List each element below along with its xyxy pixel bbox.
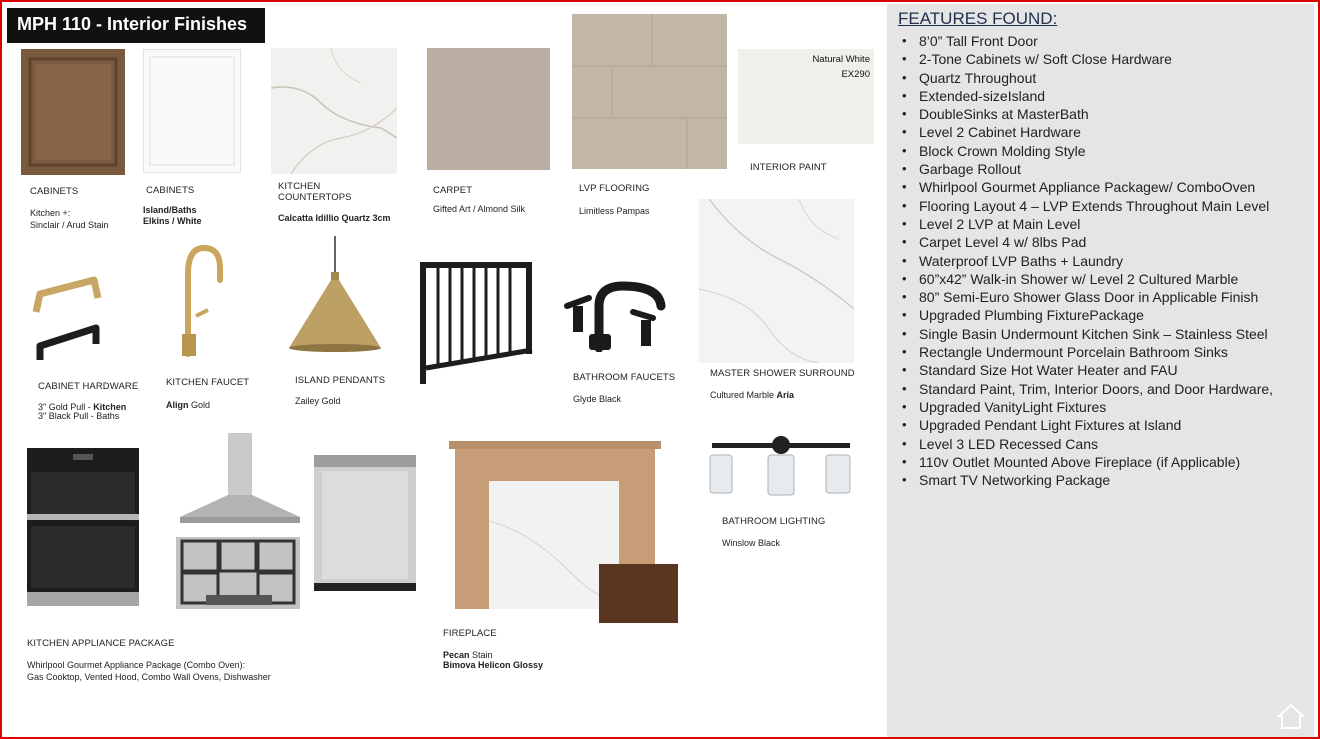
shower-surround-detail: Cultured Marble Aria	[710, 390, 795, 400]
kitchen-faucet-label: KITCHEN FAUCET	[166, 377, 250, 388]
feature-item: • Whirlpool Gourmet Appliance Packagew/ ComboOven	[899, 178, 1302, 196]
feature-item: • 8’0” Tall Front Door	[899, 32, 1302, 50]
lvp-flooring-swatch	[572, 14, 727, 169]
features-panel	[887, 4, 1314, 737]
cabinets-white-detail-1: Island/Baths	[143, 205, 197, 215]
fireplace-mantel-swatch	[449, 441, 679, 624]
wall-oven-icon	[27, 448, 139, 606]
carpet-label: CARPET	[433, 185, 473, 196]
feature-item: • Carpet Level 4 w/ 8lbs Pad	[899, 233, 1302, 251]
feature-item: • Standard Paint, Trim, Interior Doors, and Door Hardware,	[899, 380, 1302, 398]
page-title: MPH 110 - Interior Finishes	[7, 8, 265, 43]
bath-lighting-detail: Winslow Black	[722, 538, 781, 548]
feature-item: • 110v Outlet Mounted Above Fireplace (if Applicable)	[899, 453, 1302, 471]
lvp-label: LVP FLOORING	[579, 183, 650, 194]
feature-item: • Flooring Layout 4 – LVP Extends Throughout Main Level	[899, 197, 1302, 215]
cabinet-hardware-label: CABINET HARDWARE	[38, 381, 139, 392]
pendant-light-icon	[285, 236, 385, 356]
vanity-light-icon	[706, 433, 856, 497]
carpet-detail: Gifted Art / Almond Silk	[433, 204, 526, 214]
cabinet-pull-icon	[32, 272, 104, 368]
cabinets-label: CABINETS	[30, 186, 79, 197]
feature-item: • 80” Semi-Euro Shower Glass Door in Applicable Finish	[899, 288, 1302, 306]
feature-item: • Smart TV Networking Package	[899, 471, 1302, 489]
countertops-label-2: COUNTERTOPS	[278, 192, 352, 203]
home-watermark-icon	[1276, 701, 1306, 731]
appliance-package-detail-1: Whirlpool Gourmet Appliance Package (Combo Oven):	[27, 660, 246, 670]
kitchen-faucet-detail: Align Gold	[166, 400, 211, 410]
countertops-label-1: KITCHEN	[278, 181, 321, 192]
feature-item: • Extended-sizeIsland	[899, 87, 1302, 105]
stained-cabinet-door-swatch	[21, 49, 125, 175]
feature-item: • Upgraded Pendant Light Fixtures at Island	[899, 416, 1302, 434]
countertops-detail: Calcatta Idillio Quartz 3cm	[278, 213, 391, 223]
feature-item: • Garbage Rollout	[899, 160, 1302, 178]
feature-item: • 2-Tone Cabinets w/ Soft Close Hardware	[899, 50, 1302, 68]
feature-item: • Single Basin Undermount Kitchen Sink – Stainless Steel	[899, 325, 1302, 343]
feature-item: • Waterproof LVP Baths + Laundry	[899, 252, 1302, 270]
cabinet-hardware-detail-1: 3" Gold Pull - Kitchen	[38, 402, 127, 412]
feature-item: • DoubleSinks at MasterBath	[899, 105, 1302, 123]
dishwasher-icon	[314, 455, 416, 591]
island-pendants-label: ISLAND PENDANTS	[295, 375, 386, 386]
feature-item: • Level 2 Cabinet Hardware	[899, 123, 1302, 141]
paint-color-name: Natural White	[812, 54, 870, 65]
cabinet-hardware-detail-2: 3" Black Pull - Baths	[38, 411, 120, 421]
feature-item: • Standard Size Hot Water Heater and FAU	[899, 361, 1302, 379]
appliance-package-detail-2: Gas Cooktop, Vented Hood, Combo Wall Ovens, Dishwasher	[27, 672, 271, 682]
cultured-marble-swatch	[699, 199, 854, 363]
stair-railing-icon	[418, 256, 536, 386]
feature-item: • Level 3 LED Recessed Cans	[899, 435, 1302, 453]
quartz-countertop-swatch	[271, 48, 397, 174]
cabinets-detail-2: Sinclair / Arud Stain	[30, 220, 109, 230]
paint-swatch	[738, 49, 874, 144]
feature-item: • Level 2 LVP at Main Level	[899, 215, 1302, 233]
feature-item: • Block Crown Molding Style	[899, 142, 1302, 160]
cabinets-detail-1: Kitchen +:	[30, 208, 71, 218]
paint-label: INTERIOR PAINT	[750, 162, 827, 173]
fireplace-detail-1: Pecan Stain	[443, 650, 493, 660]
fireplace-detail-2: Bimova Helicon Glossy	[443, 660, 544, 670]
feature-item: • Upgraded VanityLight Fixtures	[899, 398, 1302, 416]
island-pendants-detail: Zailey Gold	[295, 396, 341, 406]
bathroom-faucets-label: BATHROOM FAUCETS	[573, 372, 676, 383]
features-list	[899, 32, 1302, 489]
feature-item: • 60”x42” Walk-in Shower w/ Level 2 Cultured Marble	[899, 270, 1302, 288]
bathroom-faucet-icon	[563, 276, 667, 352]
bathroom-faucets-detail: Glyde Black	[573, 394, 622, 404]
fireplace-label: FIREPLACE	[443, 628, 497, 639]
kitchen-faucet-icon	[170, 244, 230, 358]
white-cabinet-door-swatch	[143, 49, 241, 173]
lvp-detail: Limitless Pampas	[579, 206, 650, 216]
features-heading: FEATURES FOUND:	[898, 9, 1058, 28]
feature-item: • Rectangle Undermount Porcelain Bathroom Sinks	[899, 343, 1302, 361]
feature-item: • Upgraded Plumbing FixturePackage	[899, 306, 1302, 324]
cabinets-white-detail-2: Elkins / White	[143, 216, 202, 226]
paint-color-code: EX290	[841, 69, 870, 80]
shower-surround-label: MASTER SHOWER SURROUND	[710, 368, 855, 379]
appliance-package-label: KITCHEN APPLIANCE PACKAGE	[27, 638, 175, 649]
bath-lighting-label: BATHROOM LIGHTING	[722, 516, 826, 527]
cabinets-white-label: CABINETS	[146, 185, 195, 196]
carpet-swatch	[427, 48, 550, 170]
range-hood-and-cooktop-icon	[176, 433, 304, 611]
feature-item: • Quartz Throughout	[899, 69, 1302, 87]
